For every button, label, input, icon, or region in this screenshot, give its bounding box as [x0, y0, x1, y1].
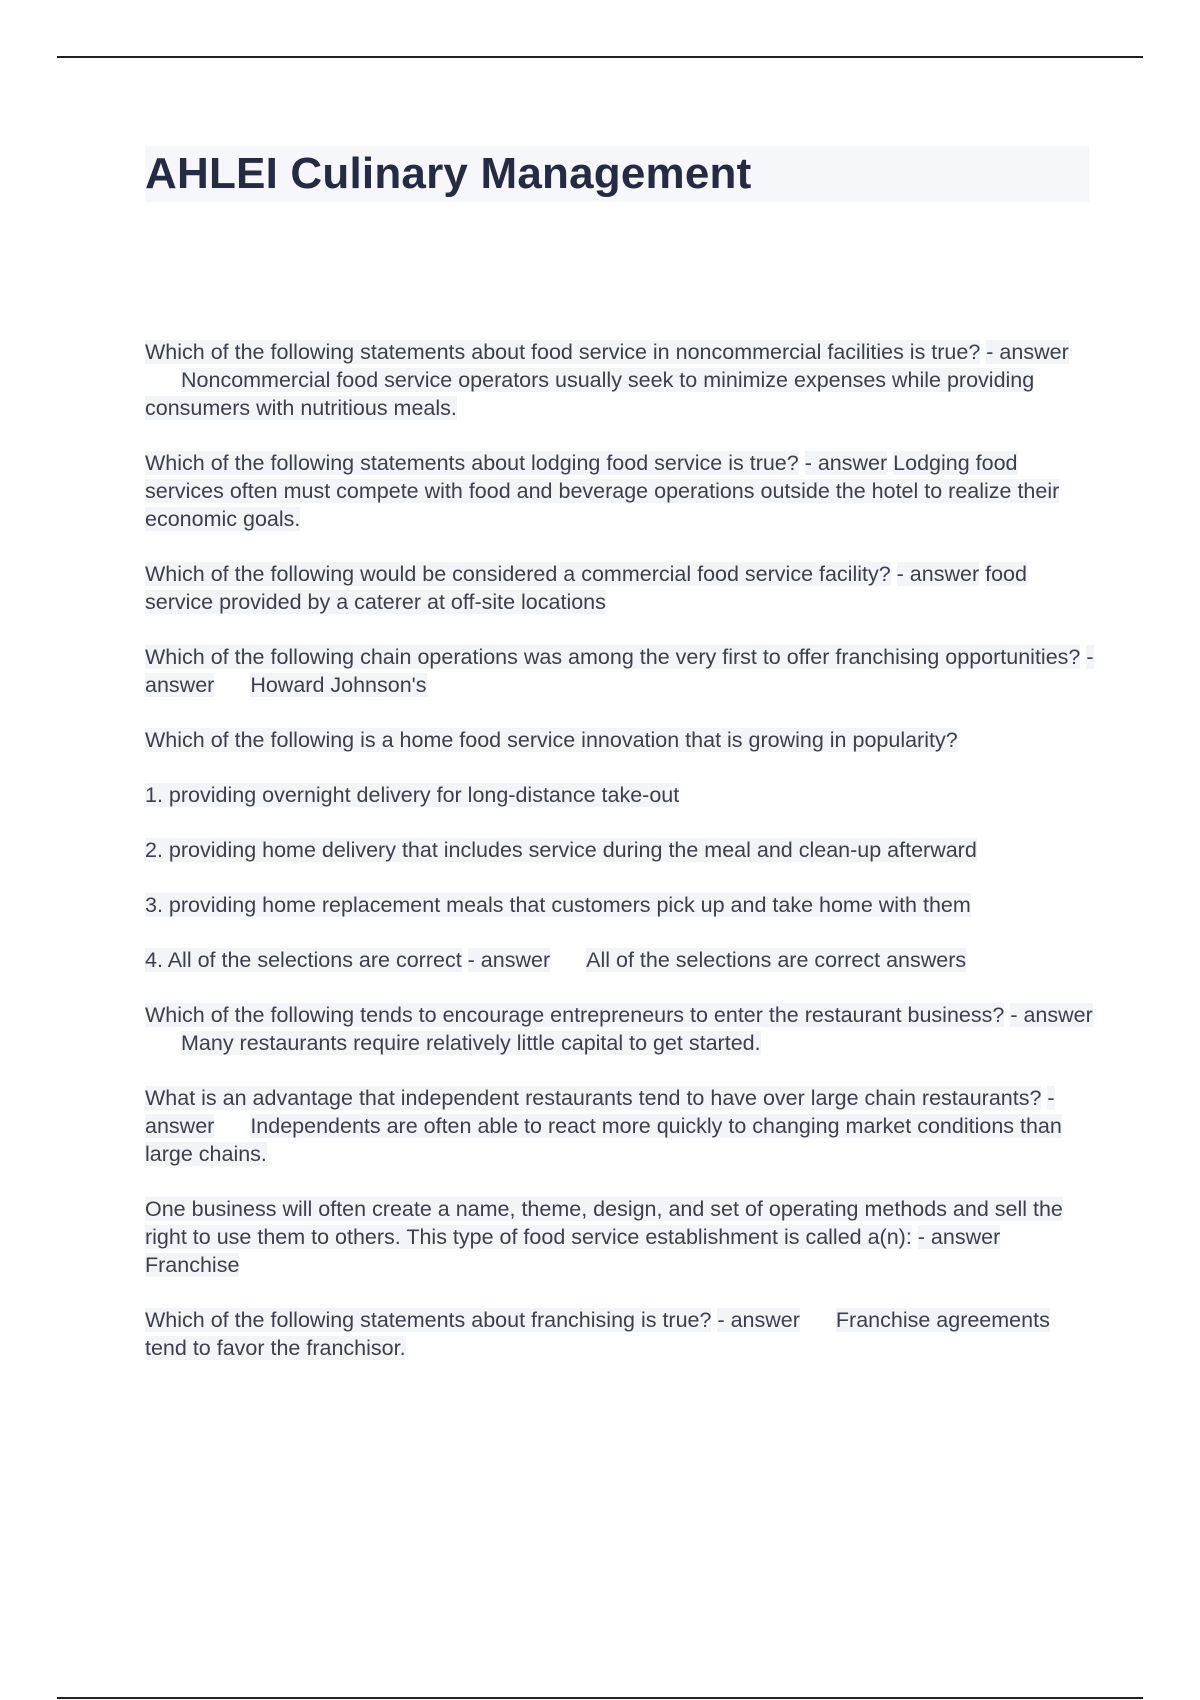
- answer-marker: - answer: [917, 1225, 1001, 1249]
- qa-item-4: [145, 643, 1095, 699]
- answer-text: Independents are often able to react more quickly to changing market conditions than large chains.: [145, 1114, 1062, 1166]
- answer-marker: - answer: [467, 948, 551, 972]
- qa-item-5-question: [145, 726, 1095, 754]
- option-3: [145, 891, 1095, 919]
- qa-item-1: [145, 338, 1095, 422]
- option-text: 2. providing home delivery that includes service during the meal and clean-up afterward: [145, 838, 977, 862]
- answer-marker: - answer: [986, 340, 1069, 364]
- answer-text: Lodging food services often must compete with food and beverage operations outside the hotel to realize their economic goals.: [145, 451, 1060, 531]
- option-1: [145, 781, 1095, 809]
- question-text: Which of the following statements about lodging food service is true?: [145, 451, 799, 475]
- question-text: Which of the following tends to encourage entrepreneurs to enter the restaurant business?: [145, 1003, 1005, 1027]
- question-text: Which of the following statements about food service in noncommercial facilities is true?: [145, 340, 981, 364]
- question-text: Which of the following chain operations was among the very first to offer franchising opportunities?: [145, 645, 1081, 669]
- answer-marker: - answer: [804, 451, 888, 475]
- answer-marker: - answer: [1010, 1003, 1093, 1027]
- title-block: [145, 146, 1089, 202]
- bottom-divider: [57, 1697, 1143, 1699]
- answer-marker: - answer: [145, 1086, 1055, 1138]
- page-title: AHLEI Culinary Management: [145, 149, 752, 198]
- qa-content: [145, 338, 1095, 1389]
- question-text: Which of the following is a home food service innovation that is growing in popularity?: [145, 728, 958, 752]
- qa-item-9: [145, 1306, 1095, 1362]
- answer-text: Many restaurants require relatively little capital to get started.: [181, 1031, 761, 1055]
- qa-item-3: [145, 560, 1095, 616]
- answer-text: All of the selections are correct answers: [586, 948, 967, 972]
- answer-marker: - answer: [717, 1308, 800, 1332]
- answer-marker: - answer: [145, 645, 1094, 697]
- question-text: What is an advantage that independent restaurants tend to have over large chain restaurants?: [145, 1086, 1042, 1110]
- question-text: Which of the following would be considered a commercial food service facility?: [145, 562, 891, 586]
- answer-marker: - answer: [896, 562, 980, 586]
- top-divider: [57, 56, 1143, 58]
- option-text: 3. providing home replacement meals that customers pick up and take home with them: [145, 893, 971, 917]
- answer-text: Franchise agreements tend to favor the franchisor.: [145, 1308, 1050, 1360]
- answer-text: Franchise: [145, 1253, 240, 1277]
- qa-item-6: [145, 1001, 1095, 1057]
- qa-item-7: [145, 1084, 1095, 1168]
- option-4: [145, 946, 1095, 974]
- option-text: 1. providing overnight delivery for long-distance take-out: [145, 783, 680, 807]
- answer-text: Howard Johnson's: [250, 673, 427, 697]
- option-2: [145, 836, 1095, 864]
- answer-text: food service provided by a caterer at off-site locations: [145, 562, 1027, 614]
- qa-item-2: [145, 449, 1095, 533]
- question-text: Which of the following statements about franchising is true?: [145, 1308, 712, 1332]
- qa-item-8: [145, 1195, 1095, 1279]
- answer-text: Noncommercial food service operators usually seek to minimize expenses while providing consumers with nutritious meals.: [145, 368, 1035, 420]
- option-text: 4. All of the selections are correct: [145, 948, 462, 972]
- question-text: One business will often create a name, theme, design, and set of operating methods and sell the right to use them to others. This type of food service establishment is called a(n):: [145, 1197, 1063, 1249]
